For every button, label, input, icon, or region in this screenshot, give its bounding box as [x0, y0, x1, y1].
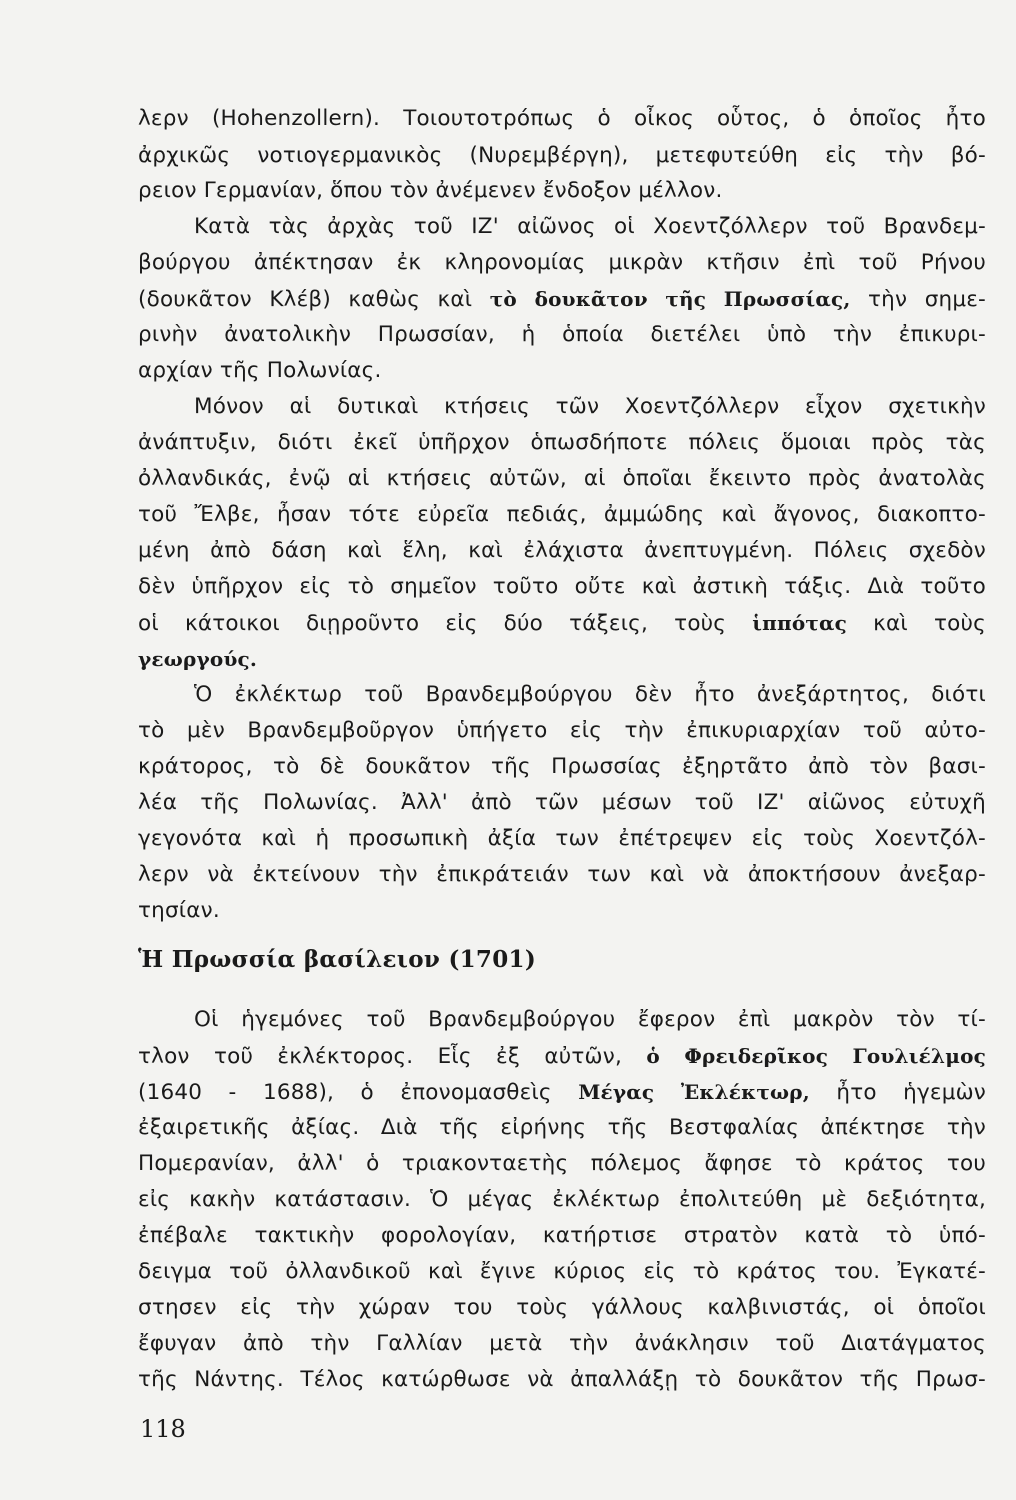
text-line: Πομερανίαν, ἀλλ' ὁ τριακονταετὴς πόλεμος ἄφησε τὸ κράτος του [138, 1151, 986, 1176]
text-line [138, 1078, 986, 1106]
text-line: εἰς κακὴν κατάστασιν. Ὁ μέγας ἐκλέκτωρ ἐπολιτεύθη μὲ δεξιότητα, [138, 1187, 986, 1212]
text-line: λερν νὰ ἐκτείνουν τὴν ἐπικράτειάν των καὶ νὰ ἀποκτήσουν ἀνεξαρ- [138, 862, 986, 887]
text-run: τλον τοῦ ἐκλέκτορος. Εἷς ἐξ αὐτῶν, [138, 1044, 647, 1069]
text-line: τησίαν. [138, 898, 220, 923]
text-line: ἐξαιρετικῆς ἀξίας. Διὰ τῆς εἰρήνης τῆς Βεστφαλίας ἀπέκτησε τὴν [138, 1115, 986, 1140]
text-line: Μόνον αἱ δυτικαὶ κτήσεις τῶν Χοεντζόλλερν εἶχον σχετικὴν [194, 394, 986, 419]
text-line: ρινὴν ἀνατολικὴν Πρωσσίαν, ἡ ὁποία διετέλει ὑπὸ τὴν ἐπικυρι- [138, 322, 986, 347]
text-line: τοῦ Ἔλβε, ἦσαν τότε εὐρεῖα πεδιάς, ἀμμώδης καὶ ἄγονος, διακοπτο- [138, 502, 986, 527]
page-number: 118 [140, 1415, 186, 1443]
text-line: λέα τῆς Πολωνίας. Ἀλλ' ἀπὸ τῶν μέσων τοῦ ΙΖ' αἰῶνος εὐτυχῆ [138, 790, 986, 815]
bold-term: Μέγας Ἐκλέκτωρ, [578, 1080, 810, 1104]
bold-term: ἱππότας [752, 611, 848, 635]
text-line: ἀρχικῶς νοτιογερμανικὸς (Νυρεμβέργη), μετεφυτεύθη εἰς τὴν βό- [138, 143, 986, 168]
text-run: καὶ τοὺς [847, 611, 986, 636]
text-line [138, 645, 986, 673]
text-line: λερν (Hohenzollern). Τοιουτοτρόπως ὁ οἶκος οὗτος, ὁ ὁποῖος ἦτο [138, 106, 986, 131]
text-line [138, 609, 986, 637]
text-run: (δουκᾶτον Κλέβ) καθὼς καὶ [138, 287, 490, 312]
text-line: αρχίαν τῆς Πολωνίας. [138, 358, 382, 383]
bold-term: γεωργούς. [138, 647, 258, 671]
text-line: μένη ἀπὸ δάση καὶ ἕλη, καὶ ἐλάχιστα ἀνεπτυγμένη. Πόλεις σχεδὸν [138, 538, 986, 563]
text-line [138, 285, 986, 313]
text-run: οἱ κάτοικοι διῃροῦντο εἰς δύο τάξεις, τοὺς [138, 611, 753, 636]
text-line: τὸ μὲν Βρανδεμβοῦργον ὑπήγετο εἰς τὴν ἐπικυριαρχίαν τοῦ αὐτο- [138, 718, 986, 743]
text-line: κράτορος, τὸ δὲ δουκᾶτον τῆς Πρωσσίας ἐξηρτᾶτο ἀπὸ τὸν βασι- [138, 754, 986, 779]
text-line: τῆς Νάντης. Τέλος κατώρθωσε νὰ ἀπαλλάξῃ τὸ δουκᾶτον τῆς Πρωσ- [138, 1367, 986, 1392]
text-line: δειγμα τοῦ ὀλλανδικοῦ καὶ ἔγινε κύριος εἰς τὸ κράτος του. Ἐγκατέ- [138, 1259, 986, 1284]
text-line: ρειον Γερμανίαν, ὅπου τὸν ἀνέμενεν ἔνδοξον μέλλον. [138, 178, 723, 203]
bold-term: ὁ Φρειδερῖκος Γουλιέλμος [646, 1044, 986, 1068]
text-line: ἔφυγαν ἀπὸ τὴν Γαλλίαν μετὰ τὴν ἀνάκλησιν τοῦ Διατάγματος [138, 1331, 986, 1356]
text-run: ἦτο ἡγεμὼν [809, 1080, 986, 1105]
text-line: ἀνάπτυξιν, διότι ἐκεῖ ὑπῆρχον ὁπωσδήποτε πόλεις ὅμοιαι πρὸς τὰς [138, 430, 986, 455]
text-line: ἐπέβαλε τακτικὴν φορολογίαν, κατήρτισε στρατὸν κατὰ τὸ ὑπό- [138, 1223, 986, 1248]
text-line: Οἱ ἡγεμόνες τοῦ Βρανδεμβούργου ἔφερον ἐπὶ μακρὸν τὸν τί- [194, 1007, 986, 1032]
text-line [138, 1042, 986, 1070]
bold-term: τὸ δουκᾶτον τῆς Πρωσσίας, [489, 287, 851, 311]
text-run: (1640 - 1688), ὁ ἐπονομασθεὶς [138, 1080, 579, 1105]
text-line: δὲν ὑπῆρχον εἰς τὸ σημεῖον τοῦτο οὔτε καὶ ἀστικὴ τάξις. Διὰ τοῦτο [138, 574, 986, 599]
text-line: Κατὰ τὰς ἀρχὰς τοῦ ΙΖ' αἰῶνος οἱ Χοεντζόλλερν τοῦ Βρανδεμ- [194, 214, 986, 239]
section-heading: Ἡ Πρωσσία βασίλειον (1701) [138, 946, 537, 973]
text-line: Ὁ ἐκλέκτωρ τοῦ Βρανδεμβούργου δὲν ἦτο ἀνεξάρτητος, διότι [194, 682, 986, 707]
text-line: ὀλλανδικάς, ἐνῷ αἱ κτήσεις αὐτῶν, αἱ ὁποῖαι ἔκειντο πρὸς ἀνατολὰς [138, 466, 986, 491]
text-run: τὴν σημε- [850, 287, 987, 312]
text-line: γεγονότα καὶ ἡ προσωπικὴ ἀξία των ἐπέτρεψεν εἰς τοὺς Χοεντζόλ- [138, 826, 986, 851]
text-line: βούργου ἀπέκτησαν ἐκ κληρονομίας μικρὰν κτῆσιν ἐπὶ τοῦ Ρήνου [138, 250, 986, 275]
text-line: στησεν εἰς τὴν χώραν του τοὺς γάλλους καλβινιστάς, οἱ ὁποῖοι [138, 1295, 986, 1320]
